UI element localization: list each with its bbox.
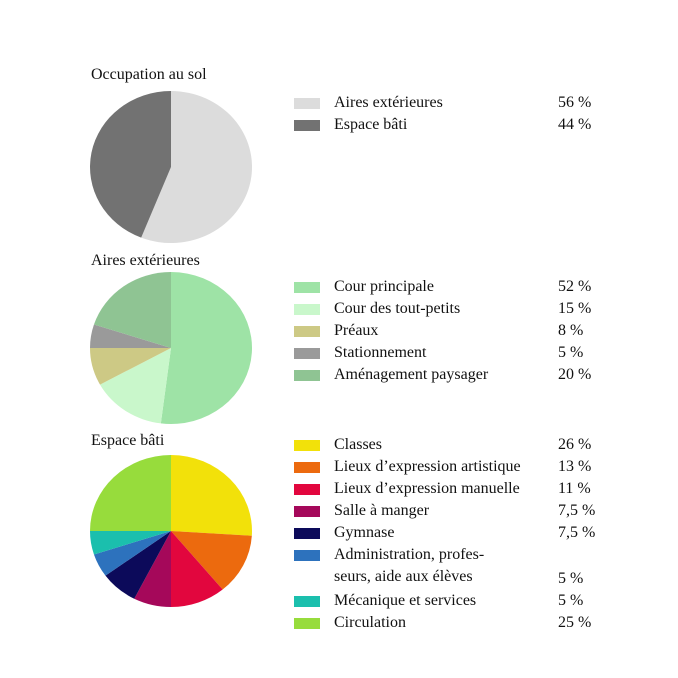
legend-swatch <box>294 506 320 517</box>
legend-value: 11 % <box>558 480 591 497</box>
legend-value: 25 % <box>558 614 592 631</box>
legend-label: Lieux d’expression artistique <box>334 458 521 475</box>
legend-value: 7,5 % <box>558 524 596 541</box>
legend-swatch <box>294 370 320 381</box>
chart-title: Occupation au sol <box>91 66 207 83</box>
pie-slice-classes <box>171 455 252 536</box>
legend-value: 15 % <box>558 300 592 317</box>
legend-value: 8 % <box>558 322 584 339</box>
legend-value: 5 % <box>558 570 584 587</box>
legend-label: Circulation <box>334 614 406 631</box>
legend-value: 13 % <box>558 458 592 475</box>
legend-swatch <box>294 462 320 473</box>
legend-swatch <box>294 550 320 561</box>
legend-label: Aménagement paysager <box>334 366 489 383</box>
legend-swatch <box>294 98 320 109</box>
legend-label: Espace bâti <box>334 116 408 133</box>
legend-value: 5 % <box>558 344 584 361</box>
legend-swatch <box>294 484 320 495</box>
legend-value: 44 % <box>558 116 592 133</box>
legend-value: 20 % <box>558 366 592 383</box>
legend-value: 52 % <box>558 278 592 295</box>
pie-chart-espace-bati <box>89 454 253 608</box>
legend-label: Classes <box>334 436 382 453</box>
chart-title: Espace bâti <box>91 432 165 449</box>
legend-label: Salle à manger <box>334 502 430 519</box>
pie-chart-occupation <box>89 90 253 244</box>
legend-label: Cour principale <box>334 278 434 295</box>
pie-slice-cour-principale <box>161 272 252 424</box>
legend-swatch <box>294 304 320 315</box>
legend-label: Gymnase <box>334 524 395 541</box>
legend-label: Mécanique et services <box>334 592 477 609</box>
legend-label: Stationnement <box>334 344 427 361</box>
legend-swatch <box>294 440 320 451</box>
legend-value: 26 % <box>558 436 592 453</box>
legend-swatch <box>294 282 320 293</box>
legend-swatch <box>294 120 320 131</box>
legend-label: Cour des tout-petits <box>334 300 461 317</box>
legend-swatch <box>294 528 320 539</box>
legend-swatch <box>294 348 320 359</box>
chart-title: Aires extérieures <box>91 252 200 269</box>
legend-value: 5 % <box>558 592 584 609</box>
legend-label: Administration, profes- seurs, aide aux élèves <box>334 546 485 585</box>
pie-slice-circulation <box>90 455 171 531</box>
legend-label: Lieux d’expression manuelle <box>334 480 520 497</box>
legend-swatch <box>294 326 320 337</box>
legend-value: 56 % <box>558 94 592 111</box>
legend-swatch <box>294 596 320 607</box>
pie-chart-aires-exterieures <box>89 271 253 425</box>
legend-swatch <box>294 618 320 629</box>
legend-value: 7,5 % <box>558 502 596 519</box>
legend-label: Aires extérieures <box>334 94 443 111</box>
legend-label: Préaux <box>334 322 379 339</box>
